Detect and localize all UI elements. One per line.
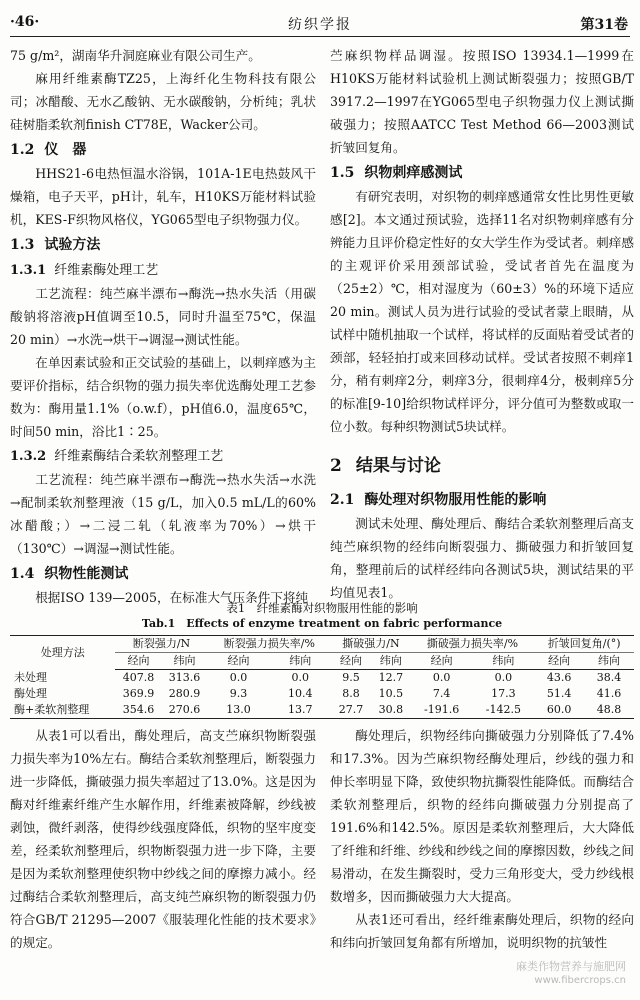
table-cell: 313.6 — [168, 671, 201, 684]
section-heading — [330, 161, 634, 185]
paragraph: 麻用纤维素酶TZ25，上海纤化生物科技有限公司；冰醋酸、无水乙酸钠、无水碳酸钠，分析纯；乳状硅树脂柔软剂finish CT78E，Wacker公司。 — [10, 71, 316, 132]
section-number: 1.5 — [330, 165, 355, 181]
table-1 — [10, 600, 634, 719]
table-subheader: 经向 — [411, 653, 473, 670]
table-cell: 7.4 — [432, 687, 451, 700]
table-cell: -191.6 — [411, 702, 473, 719]
section-number: 2.1 — [330, 492, 355, 508]
table-cell: 9.3 — [229, 687, 248, 700]
data-table — [10, 635, 634, 719]
section-heading — [10, 259, 316, 282]
paragraph: 苎麻织物样品调湿。按照ISO 13934.1—1999在H10KS万能材料试验机上测试断裂强力；按照GB/T 3917.2—1997在YG065型电子织物强力仪上测试撕破强力；按照AATCC Test Method 66—2003测试折皱回复角。 — [330, 48, 634, 155]
table-cell: 13.0 — [208, 702, 270, 719]
section-title: 酶处理对织物服用性能的影响 — [364, 492, 547, 508]
table-cell: 280.9 — [168, 687, 201, 700]
table-subheader: 纬向 — [269, 653, 331, 670]
watermark-url: www.fibercrops.cn — [534, 975, 626, 986]
table-subheader: 经向 — [208, 653, 270, 670]
table-cell: 10.4 — [287, 687, 313, 700]
section-number: 1.3.1 — [10, 263, 47, 278]
table-cell: 8.8 — [342, 687, 360, 700]
section-title: 纤维素酶结合柔软剂整理工艺 — [54, 449, 224, 464]
table-cell: 407.8 — [122, 671, 155, 684]
table-header-group: 撕破强力/N — [331, 636, 411, 653]
table-caption-cn: 表1 纤维素酶对织物服用性能的影响 — [226, 601, 418, 615]
table-header-group: 折皱回复角/(°) — [534, 636, 634, 653]
right-column-continued — [330, 724, 634, 954]
table-row — [10, 702, 634, 719]
table-subheader: 经向 — [331, 653, 371, 670]
paragraph: 酶处理后，织物经纬向撕破强力分别降低了7.4%和17.3%。因为苎麻织物经酶处理后，纱线的强力和伸长率明显下降，致使织物抗撕裂性能降低。而酶结合柔软剂整理后，织物的经纬向撕破强力分别提高了191.6%和142.5%。原因是柔软剂整理后，大大降低了纤维和纤维、纱线和纱线之间的摩擦因数，纱线之间易滑动，在发生撕裂时，受力三角形变大，受力纱线根数增多，因而撕破强力大大提高。 — [330, 728, 634, 904]
table-cell: 41.6 — [596, 687, 622, 700]
section-number: 1.2 — [10, 142, 35, 158]
paragraph: 工艺流程：纯苎麻半漂布→酶洗→热水失活→水洗→配制柔软剂整理液（15 g/L，加入0.5 mL/L的60%冰醋酸；）→二浸二轧（轧液率为70%）→烘干（130℃）→调湿→测试性能。 — [10, 472, 316, 556]
table-header-method: 处理方法 — [10, 636, 115, 670]
section-number: 1.3 — [10, 237, 35, 253]
section-number: 2 — [330, 456, 342, 476]
paragraph: 从表1可以看出，酶处理后，高支苎麻织物断裂强力损失率为10%左右。酶结合柔软剂整理后，断裂强力进一步降低，撕破强力损失率超过了13.0%。这是因为酶对纤维素纤维产生水解作用，纤维素被降解，纱线被剥蚀，微纤剥落，使得纱线强度降低，织物的坚牢度变差，经柔软剂整理后，织物断裂强力进一步下降，主要是因为柔软剂整理使织物中纱线之间的摩擦力减小。经过酶结合柔软剂整理后，高支纯苎麻织物的断裂强力仍符合GB/T 21295—2007《服装理化性能的技术要求》的规定。 — [10, 728, 316, 950]
paragraph: HHS21-6电热恒温水浴锅，101A-1E电热鼓风干燥箱，电子天平，pH计，轧车，H10KS万能材料试验机，KES-F织物风格仪，YG065型电子织物强力仪。 — [10, 166, 316, 227]
table-cell: 60.0 — [534, 702, 584, 719]
left-column — [10, 44, 316, 609]
table-cell: 38.4 — [596, 671, 622, 684]
table-subheader: 纬向 — [162, 653, 208, 670]
table-cell: 354.6 — [115, 702, 161, 719]
table-row-method: 未处理 — [14, 670, 47, 684]
site-watermark — [516, 960, 626, 987]
section-heading — [10, 445, 316, 468]
table-subheader: 纬向 — [371, 653, 411, 670]
table-cell: 0.0 — [291, 671, 309, 684]
table-header-group: 撕破强力损失率/% — [411, 636, 535, 653]
table-cell: 51.4 — [546, 687, 572, 700]
page-number: ·46· — [10, 14, 40, 30]
paragraph: 75 g/m²，湖南华升洞庭麻业有限公司生产。 — [10, 48, 261, 63]
table-row — [10, 686, 634, 702]
section-heading — [330, 488, 634, 512]
table-cell: 12.7 — [378, 671, 404, 684]
table-cell: 270.6 — [162, 702, 208, 719]
table-cell: 48.8 — [584, 702, 634, 719]
table-cell: 30.8 — [371, 702, 411, 719]
table-cell: 43.6 — [546, 671, 572, 684]
table-row-method: 酶+柔软剂整理 — [10, 702, 115, 719]
section-heading — [10, 138, 316, 162]
table-row-method: 酶处理 — [14, 687, 47, 700]
page-header — [0, 0, 640, 38]
table-row — [10, 670, 634, 687]
paragraph: 测试未处理、酶处理后、酶结合柔软剂整理后高支纯苎麻织物的经纬向断裂强力、撕破强力和折皱回复角，整理前后的试样经纬向各测试5块，测试结果的平均值见表1。 — [330, 516, 634, 600]
table-cell: 13.7 — [269, 702, 331, 719]
left-column-continued — [10, 724, 316, 954]
paragraph: 在单因素试验和正交试验的基础上，以刺痒感为主要评价指标，结合织物的强力损失率优选酶处理工艺参数为：酶用量1.1%（o.w.f），pH值6.0，温度65℃，时间50 min，浴比1∶25。 — [10, 355, 316, 439]
section-number: 1.3.2 — [10, 449, 47, 464]
table-caption-en: Tab.1 Effects of enzyme treatment on fabric performance — [141, 617, 503, 630]
table-cell: 9.5 — [342, 671, 360, 684]
paragraph: 从表1还可看出，经纤维素酶处理后，织物的经向和纬向折皱回复角都有所增加，说明织物的抗皱性 — [330, 912, 634, 950]
table-subheader: 纬向 — [472, 653, 534, 670]
table-header-group: 断裂强力/N — [115, 636, 207, 653]
table-cell: 17.3 — [491, 687, 516, 700]
section-title: 仪 器 — [44, 142, 87, 158]
journal-name: 纺织学报 — [288, 17, 352, 33]
section-heading — [10, 562, 316, 586]
table-cell: 27.7 — [331, 702, 371, 719]
table-subheader: 经向 — [115, 653, 161, 670]
volume-label: 第31卷 — [580, 17, 628, 33]
chapter-heading — [330, 452, 634, 480]
paragraph: 有研究表明，对织物的刺痒感通常女性比男性更敏感[2]。本文通过预试验，选择11名对织物刺痒感有分辨能力且评价稳定性好的女大学生作为受试者。刺痒感的主观评价采用颈部试验，受试者首先在温度为（25±2）℃，相对湿度为（60±3）%的环境下适应20 min。测试人员为进行试验的受试者蒙上眼睛，从试样中随机抽取一个试样，将试样的反面贴着受试者的颈部，轻轻拍打或来回移动试样。受试者按照不刺痒1分，稍有刺痒2分，刺痒3分，很刺痒4分，极刺痒5分的标准[9-10]给织物试样评分，评分值可为整数或取一位小数。每种织物测试5块试样。 — [330, 189, 634, 434]
table-cell: -142.5 — [472, 702, 534, 719]
paragraph: 根据ISO 139—2005，在标准大气压条件下将纯 — [35, 590, 309, 605]
section-number: 1.4 — [10, 566, 35, 582]
table-subheader: 经向 — [534, 653, 584, 670]
table-cell: 10.5 — [378, 687, 404, 700]
section-title: 织物刺痒感测试 — [364, 165, 463, 181]
table-cell: 0.0 — [432, 671, 451, 684]
section-title: 织物性能测试 — [44, 566, 129, 582]
watermark-site-name: 麻类作物营养与施肥网 — [516, 960, 626, 973]
section-title: 试验方法 — [44, 237, 101, 253]
section-heading — [10, 233, 316, 257]
table-header-group: 断裂强力损失率/% — [208, 636, 332, 653]
table-subheader: 纬向 — [584, 653, 634, 670]
table-cell: 0.0 — [229, 671, 248, 684]
section-title: 纤维素酶处理工艺 — [54, 263, 159, 278]
section-title: 结果与讨论 — [355, 456, 441, 476]
header-rule — [10, 36, 630, 37]
table-cell: 369.9 — [122, 687, 155, 700]
table-cell: 0.0 — [494, 671, 513, 684]
right-column — [330, 44, 634, 604]
paragraph: 工艺流程：纯苎麻半漂布→酶洗→热水失活（用碳酸钠将溶液pH值调至10.5，同时升温至75℃，保温20 min）→水洗→烘干→调湿→测试性能。 — [10, 286, 316, 347]
